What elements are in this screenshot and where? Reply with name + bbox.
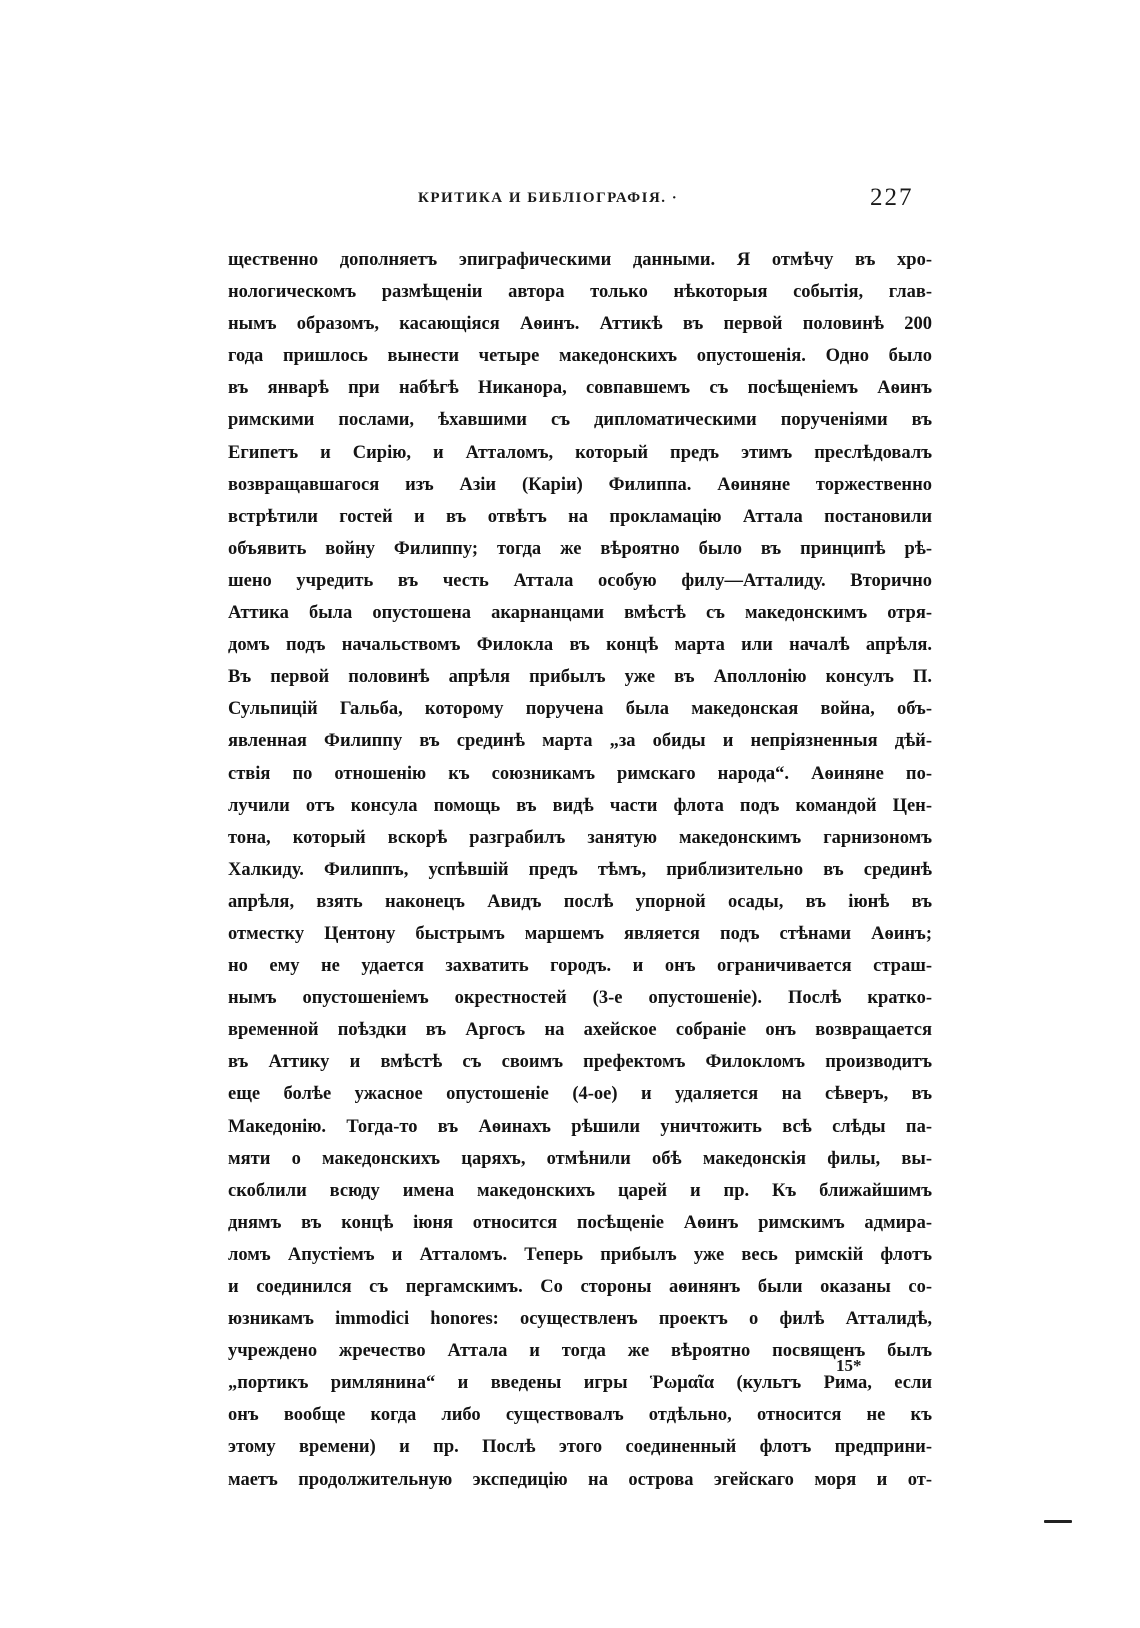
body-text <box>228 244 932 1496</box>
text-line: но ему не удается захватить городъ. и онъ ограничивается страш- <box>228 956 932 977</box>
text-line: „портикъ римлянина“ и введены игры Ῥωμαῖα (культъ Рима, если <box>228 1373 932 1394</box>
text-line: нологическомъ размѣщеніи автора только нѣкоторыя событія, глав- <box>228 282 932 303</box>
text-line: мяти о македонскихъ царяхъ, отмѣнили обѣ македонскія филы, вы- <box>228 1148 932 1169</box>
text-line: маетъ продолжительную экспедицію на острова эгейскаго моря и от- <box>228 1469 932 1490</box>
text-line: Египетъ и Сирію, и Атталомъ, который предъ этимъ преслѣдовалъ <box>228 442 932 463</box>
text-line: временной поѣздки въ Аргосъ на ахейское собраніе онъ возвращается <box>228 1020 932 1041</box>
text-line: щественно дополняетъ эпиграфическими данными. Я отмѣчу въ хро- <box>228 250 932 270</box>
text-line: Аттика была опустошена акарнанцами вмѣстѣ съ македонскимъ отря- <box>228 603 932 624</box>
page-number: 227 <box>870 184 914 211</box>
text-line: апрѣля, взять наконецъ Авидъ послѣ упорной осады, въ іюнѣ въ <box>228 891 932 912</box>
text-line: объявить войну Филиппу; тогда же вѣроятно было въ принципѣ рѣ- <box>228 538 932 559</box>
text-line: еще болѣе ужасное опустошеніе (4-ое) и удаляется на сѣверъ, въ <box>228 1084 932 1105</box>
text-line: нымъ образомъ, касающіяся Аѳинъ. Аттикѣ въ первой половинѣ 200 <box>228 314 932 335</box>
text-line: днямъ въ концѣ іюня относится посѣщеніе Аѳинъ римскимъ адмира- <box>228 1212 932 1233</box>
text-line: ломъ Апустіемъ и Атталомъ. Теперь прибылъ уже весь римскій флотъ <box>228 1244 932 1265</box>
text-line: Сульпицій Гальба, которому поручена была македонская война, объ- <box>228 699 932 720</box>
text-line: юзникамъ immodici honores: осуществленъ проектъ о филѣ Атталидѣ, <box>228 1309 932 1330</box>
text-line: въ январѣ при набѣгѣ Никанора, совпавшемъ съ посѣщеніемъ Аѳинъ <box>228 378 932 399</box>
text-line: отместку Центону быстрымъ маршемъ является подъ стѣнами Аѳинъ; <box>228 923 932 944</box>
text-line: тона, который вскорѣ разграбилъ занятую македонскимъ гарнизономъ <box>228 827 932 848</box>
text-line: возвращавшагося изъ Азіи (Каріи) Филиппа. Аѳиняне торжественно <box>228 474 932 495</box>
text-line: шено учредить въ честь Аттала особую филу—Атталиду. Вторично <box>228 570 932 591</box>
text-line: нымъ опустошеніемъ окрестностей (3-е опустошеніе). Послѣ кратко- <box>228 988 932 1009</box>
text-line: ствія по отношенію къ союзникамъ римскаго народа“. Аѳиняне по- <box>228 763 932 784</box>
text-line: явленная Филиппу въ срединѣ марта „за обиды и непріязненныя дѣй- <box>228 731 932 752</box>
text-line: и соединился съ пергамскимъ. Со стороны аѳинянъ были оказаны со- <box>228 1277 932 1297</box>
text-line: домъ подъ начальствомъ Филокла въ концѣ марта или началѣ апрѣля. <box>228 635 932 656</box>
text-line: этому времени) и пр. Послѣ этого соединенный флотъ предприни- <box>228 1437 932 1458</box>
text-line: Въ первой половинѣ апрѣля прибылъ уже въ Аполлонію консулъ П. <box>228 667 932 688</box>
scan-edge-mark <box>1044 1520 1072 1523</box>
text-line: встрѣтили гостей и въ отвѣтъ на прокламацію Аттала постановили <box>228 506 932 527</box>
text-line: учреждено жречество Аттала и тогда же вѣроятно посвященъ былъ <box>228 1341 932 1362</box>
text-line: въ Аттику и вмѣстѣ съ своимъ префектомъ Филокломъ производитъ <box>228 1052 932 1073</box>
text-line: Македонію. Тогда-то въ Аѳинахъ рѣшили уничтожить всѣ слѣды па- <box>228 1116 932 1137</box>
text-line: лучили отъ консула помощь въ видѣ части флота подъ командой Цен- <box>228 795 932 816</box>
text-line: скоблили всюду имена македонскихъ царей и пр. Къ ближайшимъ <box>228 1180 932 1201</box>
running-head: КРИТИКА И БИБЛІОГРАФІЯ. · <box>418 190 679 206</box>
printer-signature-mark: 15* <box>836 1356 862 1375</box>
text-line: года пришлось вынести четыре македонскихъ опустошенія. Одно было <box>228 346 932 367</box>
text-line: онъ вообще когда либо существовалъ отдѣльно, относится не къ <box>228 1405 932 1426</box>
text-line: римскими послами, ѣхавшими съ дипломатическими порученіями въ <box>228 410 932 431</box>
text-line: Халкиду. Филиппъ, успѣвшій предъ тѣмъ, приблизительно въ срединѣ <box>228 859 932 880</box>
